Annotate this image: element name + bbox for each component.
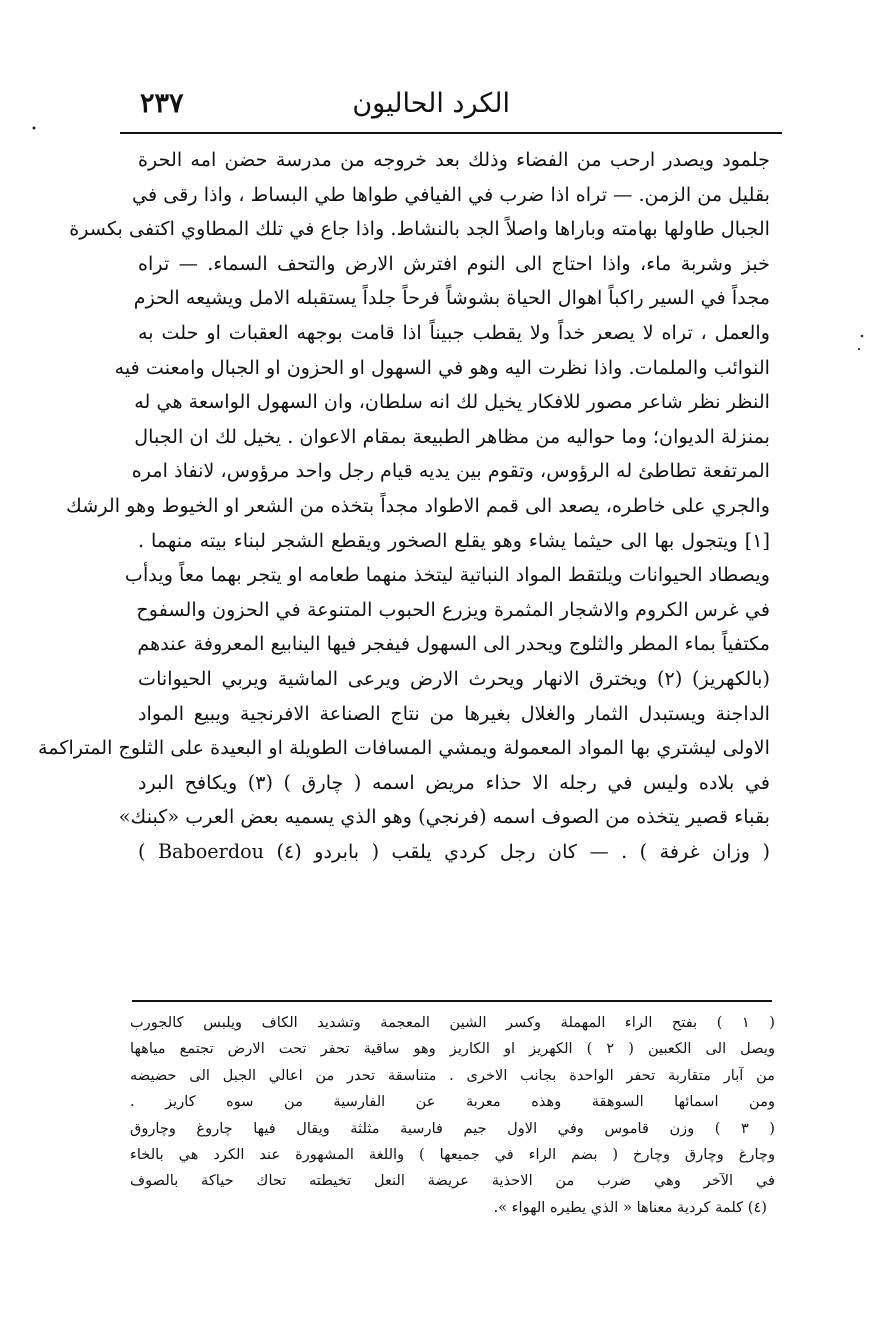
body-line: في غرس الكروم والاشجار المثمرة ويزرع الحبوب المتنوعة في الحزون والسفوح [136, 597, 770, 621]
footnote-line: ومن اسمائها السوهقة وهذه معربة عن الفارسية من سوه كاريز . [130, 1093, 775, 1111]
footnote-rule [132, 1000, 772, 1002]
body-line: والجري على خاطره، يصعد الى قمم الاطواد مجداً بتخذه من الشعر او الخيوط وهو الرشك [66, 493, 770, 517]
footnotes [130, 1010, 775, 1221]
body-line: النوائب والملمات. واذا نظرت اليه وهو في السهول او الحزون او الجبال وامعنت فيه [114, 355, 770, 379]
footnote-line: وچارغ وچارق وچارخ ( بضم الراء في جميعها ) واللغة المشهورة عند الكرد هي بالخاء [130, 1145, 775, 1163]
body-line: الاولى ليشتري بها المواد المعمولة ويمشي المسافات الطويلة او البعيدة على الثلوج المتراكمة [37, 736, 770, 760]
body-line: والعمل ، تراه لا يصعر خداً ولا يقطب جبيناً اذا قامت بوجهه العقبات او حلت به [138, 320, 770, 344]
body-line: الداجنة ويستبدل الثمار والغلال بغيرها من نتاج الصناعة الافرنجية ويبيع المواد [138, 701, 770, 725]
scan-speck [861, 335, 864, 338]
body-line: (بالكهريز) (٢) ويخترق الانهار ويحرث الارض ويرعى الماشية ويربي الحيوانات [138, 666, 771, 690]
body-line: مكتفياً بماء المطر والثلوج ويحدر الى السهول فيفجر فيها الينابيع المعروفة عندهم [137, 632, 770, 656]
body-line: خبز وشربة ماء، واذا احتاج الى النوم افترش الارض والتحف السماء. — تراه [138, 251, 770, 275]
body-line: ويصطاد الحيوانات ويلتقط المواد النباتية ليتخذ منهما طعامه او يتجر بهما معاً ويدأب [124, 563, 770, 587]
footnote-line: ويصل الى الكعبين ( ٢ ) الكهريز او الكاريز وهو ساقية تحفر تحت الارض تجتمع مياهها [130, 1040, 775, 1058]
body-text [37, 143, 771, 869]
page-header [120, 84, 760, 124]
footnote-line: من آبار متقاربة تحفر الواحدة بجانب الاخرى . متناسقة تحدر من اعالي الجبل الى حضيضه [130, 1066, 775, 1084]
body-line: بقباء قصير يتخذه من الصوف اسمه (فرنجي) وهو الذي يسميه بعض العرب «كبنك» [118, 805, 770, 829]
scan-speck [33, 127, 36, 130]
footnote-line: ( ١ ) بفتح الراء المهملة وكسر الشين المعجمة وتشديد الكاف ويلبس كالجورب [130, 1014, 775, 1031]
scan-speck [858, 348, 860, 350]
body-line: ( وزان غرفة ) . — كان رجل كردي يلقب ( بابردو (٤) Baboerdou ) [138, 839, 770, 863]
body-line: جلمود ويصدر ارحب من الفضاء وذلك بعد خروجه من مدرسة حضن امه الحرة [138, 148, 770, 171]
body-line: مجداً في السير راكباً اهوال الحياة بشوشاً فرحاً جلداً يستقبله الامل ويشيعه الحزم [133, 286, 770, 310]
footnote-line: ( ٣ ) وزن قاموس وفي الاول جيم فارسية مثلثة ويقال فيها چاروغ وچاروق [130, 1119, 775, 1137]
footnote-line: (٤) كلمة كردية معناها « الذي يطيره الهواء ». [493, 1198, 767, 1216]
body-line: [١] ويتجول بها الى حيثما يشاء وهو يقلع الصخور ويقطع الشجر لبناء بيته منهما . [138, 528, 770, 552]
running-title: الكرد الحاليون [352, 88, 510, 119]
body-line: الجبال طاولها بهامته وباراها واصلاً الجد بالنشاط. واذا جاع في تلك المطاوي اكتفى بكسرة [69, 217, 770, 241]
footnote-line: في الآخر وهي ضرب من الاحذية عريضة النعل تخيطته تحاك حياكة بالصوف [130, 1172, 775, 1190]
body-line: بقليل من الزمن. — تراه اذا ضرب في الفيافي طواها طي البساط ، واذا رقى في [131, 182, 770, 206]
body-line: بمنزلة الديوان؛ وما حواليه من مظاهر الطبيعة بمقام الاعوان . يخيل لك ان الجبال [134, 424, 770, 448]
body-line: في بلاده وليس في رجله الا حذاء مريض اسمه ( چارق ) (٣) ويكافح البرد [138, 770, 770, 794]
page-number: ٢٣٧ [140, 88, 184, 119]
body-line: المرتفعة تطاطئ له الرؤوس، وتقوم بين يديه قيام رجل واحد مرؤوس، لانفاذ امره [131, 459, 770, 483]
header-rule [120, 132, 782, 134]
body-line: النظر نظر شاعر مصور للافكار يخيل لك انه سلطان، وان السهول الواسعة هي له [134, 390, 770, 414]
